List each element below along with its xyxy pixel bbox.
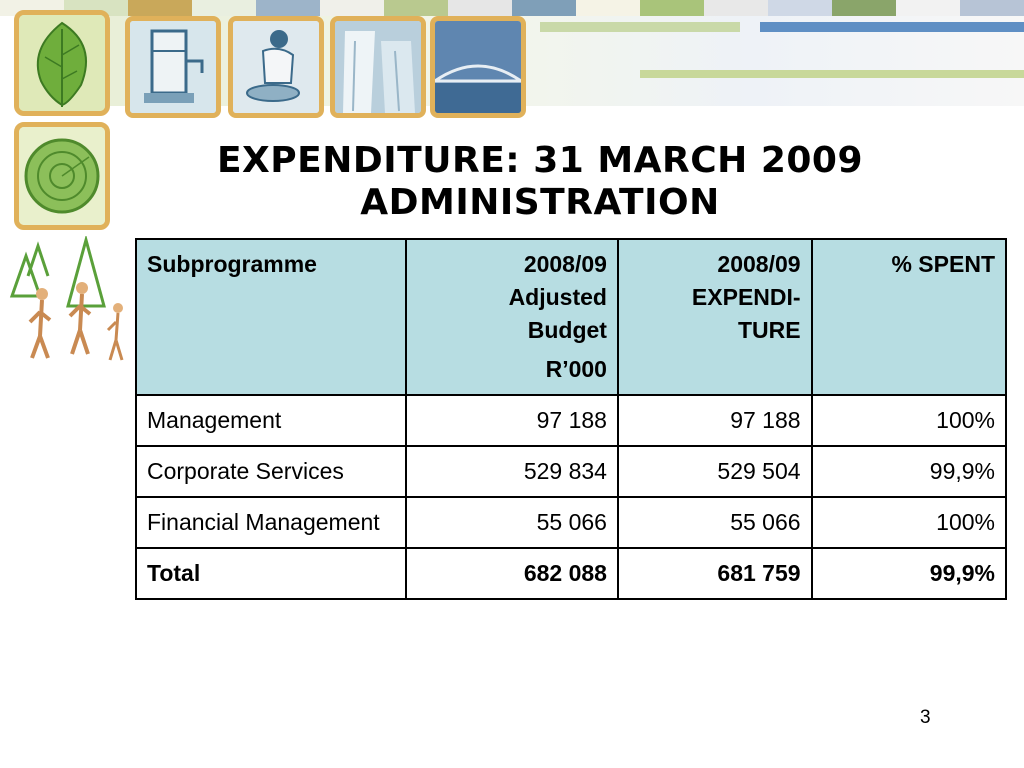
cell-subprogramme: Financial Management <box>136 497 406 548</box>
table-row <box>136 395 1006 446</box>
cell-percent: 100% <box>812 497 1006 548</box>
decorative-banner <box>0 0 1024 122</box>
page-number: 3 <box>920 707 931 728</box>
banner-stripe <box>760 22 1024 32</box>
color-strip <box>0 0 1024 16</box>
slide-title <box>140 140 940 224</box>
cell-budget: 97 188 <box>406 395 618 446</box>
cell-total-percent: 99,9% <box>812 548 1006 599</box>
decorative-sidebar <box>0 0 135 370</box>
expenditure-table <box>135 238 1007 600</box>
cell-total-budget: 682 088 <box>406 548 618 599</box>
leaf-icon <box>14 10 110 116</box>
title-line-1: EXPENDITURE: 31 MARCH 2009 <box>216 140 864 181</box>
tree-trunk-icon <box>14 122 110 230</box>
cell-total-label: Total <box>136 548 406 599</box>
header-percent-spent: % SPENT <box>812 239 1006 395</box>
table-total-row <box>136 548 1006 599</box>
table-header-row <box>136 239 1006 395</box>
bridge-icon <box>430 16 526 118</box>
cell-percent: 99,9% <box>812 446 1006 497</box>
cell-subprogramme: Management <box>136 395 406 446</box>
cell-subprogramme: Corporate Services <box>136 446 406 497</box>
header-adjusted-budget: 2008/09 Adjusted Budget R’000 <box>406 239 618 395</box>
woman-washing-icon <box>228 16 324 118</box>
cell-expenditure: 97 188 <box>618 395 812 446</box>
table-row <box>136 497 1006 548</box>
title-line-2: ADMINISTRATION <box>360 182 720 223</box>
cell-budget: 55 066 <box>406 497 618 548</box>
hikers-icon <box>8 236 133 366</box>
header-budget-unit: R’000 <box>545 356 607 382</box>
cell-percent: 100% <box>812 395 1006 446</box>
water-pump-icon <box>125 16 221 118</box>
cell-total-expenditure: 681 759 <box>618 548 812 599</box>
waterfall-icon <box>330 16 426 118</box>
cell-expenditure: 55 066 <box>618 497 812 548</box>
banner-stripe <box>540 22 740 32</box>
cell-expenditure: 529 504 <box>618 446 812 497</box>
cell-budget: 529 834 <box>406 446 618 497</box>
table-row <box>136 446 1006 497</box>
banner-stripe <box>640 70 1024 78</box>
header-subprogramme: Subprogramme <box>136 239 406 395</box>
header-expenditure: 2008/09 EXPENDI- TURE <box>618 239 812 395</box>
